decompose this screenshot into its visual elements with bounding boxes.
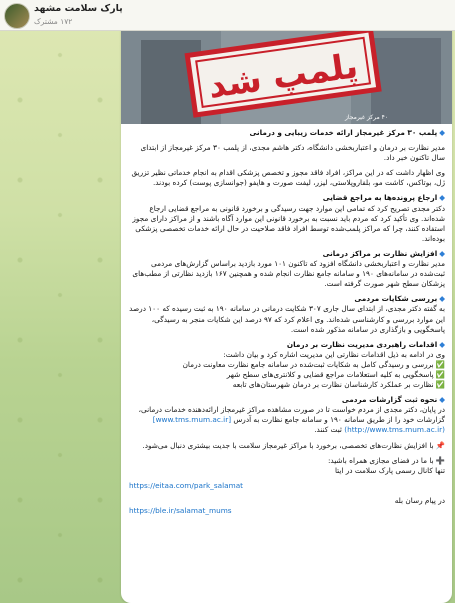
bale-label: در پیام رسان بله bbox=[394, 495, 445, 505]
stamp-text: پلمپ شد bbox=[205, 46, 361, 107]
post-text bbox=[129, 128, 445, 516]
section-heading: ◆اقدامات راهبردی مدیریت نظارت بر درمان bbox=[286, 339, 445, 349]
member-count: ۱۷۲ مشترک bbox=[34, 17, 73, 26]
blue-diamond-icon: ◆ bbox=[439, 294, 445, 304]
paragraph: مدیر نظارت بر درمان و اعتباربخشی دانشگاه، دکتر هاشم مجدی، از پلمب ۳۰ مرکز غیرمجاز از ابتدای سال تاکنون خبر داد. bbox=[140, 143, 445, 163]
check-icon: ✅ bbox=[435, 380, 445, 390]
follow-line: ➕با ما در فضای مجازی همراه باشید: bbox=[327, 455, 445, 465]
pushpin-icon: 📌 bbox=[435, 440, 445, 450]
section-heading: ◆بررسی شکایات مردمی bbox=[354, 294, 445, 304]
post-photo[interactable] bbox=[121, 30, 452, 124]
post-title: ◆پلمب ۳۰ مرکز غیرمجاز ارائه خدمات زیبایی و درمانی bbox=[249, 128, 445, 137]
eitaa-link[interactable]: https://eitaa.com/park_salamat bbox=[129, 480, 244, 490]
follow-line: تنها کانال رسمی پارک سلامت در ایتا bbox=[334, 465, 445, 475]
channel-name[interactable]: پارک سلامت مشهد bbox=[34, 3, 123, 14]
blue-diamond-icon: ◆ bbox=[439, 128, 445, 137]
list-item: ✅نظارت بر عملکرد کارشناسان نظارت بر درمان شهرستان‌های تابعه bbox=[232, 380, 445, 390]
list-item: ✅پاسخگویی به کلیه استعلامات مراجع قضایی و کلانتری‌های سطح شهر bbox=[226, 369, 445, 379]
paragraph: وی اظهار داشت که در این مراکز، افراد فاقد مجوز و تخصص پزشکی اقدام به انجام خدماتی نظیر تزریق ژل، بوتاکس، کاشت مو، بلفاروپلاستی، لیزر، لیفت صورت و هایفو (جوانسازی پوست) کرده بودند. bbox=[131, 168, 445, 188]
section-heading: ◆نحوه ثبت گزارشات مردمی bbox=[341, 395, 445, 405]
check-icon: ✅ bbox=[435, 369, 445, 379]
check-icon: ✅ bbox=[435, 359, 445, 369]
bale-link[interactable]: https://ble.ir/salamat_mums bbox=[129, 506, 232, 515]
photo-caption: ۴۰ مرکز غیرمجاز bbox=[345, 114, 389, 121]
blue-diamond-icon: ◆ bbox=[439, 395, 445, 405]
blue-diamond-icon: ◆ bbox=[439, 339, 445, 349]
paragraph: به گفته دکتر مجدی، از ابتدای سال جاری ۳۰۷ شکایت درمانی در سامانه ۱۹۰ به ثبت رسیده که ۱۰۰ درصد این موارد بررسی و کارشناسی شده‌اند. وی اعلام کرد که ۹۷ درصد این شکایات منجر به رسیدگی، پاسخگویی و بازگذاری در سامانه مذکور شده است. bbox=[129, 304, 445, 334]
tms-link[interactable]: [www.tms.mum.ac.ir] bbox=[152, 415, 232, 425]
sealed-door-illustration bbox=[121, 30, 452, 124]
section-heading: ◆افزایش نظارت بر مراکز درمانی bbox=[322, 248, 445, 258]
paragraph: مدیر نظارت و اعتباربخشی دانشگاه افزود که تاکنون ۱۰۱ مورد بازدید براساس گزارش‌های مردمی ثبت‌شده در سامانه‌های ۱۹۰ و سامانه جامع نظارت انجام شده و همچنین ۱۶۷ بازدید نظارتی از مطب‌های پزشکان سطح شهر صورت گرفته است. bbox=[132, 259, 445, 289]
blue-diamond-icon: ◆ bbox=[439, 248, 445, 258]
section-heading: ◆ارجاع پرونده‌ها به مراجع قضایی bbox=[322, 193, 445, 203]
paragraph: در پایان، دکتر مجدی از مردم خواست تا در صورت مشاهده مراکز غیرمجاز ارائه‌دهنده خدمات درمانی، گزارشات خود را از طریق سامانه ۱۹۰ و سامانه جامع نظارت به آدرس [www.tms.mum.ac.ir](http://www.tms.mum.ac.ir) ثبت کنند. bbox=[138, 405, 445, 435]
paragraph: دکتر مجدی تصریح کرد که تمامی این موارد جهت رسیدگی و برخورد قانونی به مراجع قضایی ارجاع شده‌اند. وی تأکید کرد که مردم باید نسبت به برخورد قانونی این موارد آگاه باشند و از مراکز دارای مجوز استفاده کنند، چرا که مراکز پلمب‌شده توسط افراد فاقد صلاحیت در حال ارائه خدمات تخصصی پزشکی بوده‌اند. bbox=[132, 203, 445, 243]
chat-header[interactable] bbox=[0, 0, 455, 31]
blue-diamond-icon: ◆ bbox=[439, 193, 445, 203]
tms-url-link[interactable]: (http://www.tms.mum.ac.ir) bbox=[344, 425, 445, 435]
closing-line: 📌با افزایش نظارت‌های تخصصی، برخورد با مراکز غیرمجاز سلامت با جدیت بیشتری دنبال می‌شود. bbox=[142, 440, 445, 450]
channel-avatar[interactable] bbox=[4, 3, 30, 29]
message-bubble bbox=[121, 30, 452, 603]
plus-icon: ➕ bbox=[435, 455, 445, 465]
list-item: ✅بررسی و رسیدگی کامل به شکایات ثبت‌شده در سامانه جامع نظارت معاونت درمان bbox=[182, 359, 445, 369]
paragraph: وی در ادامه به ذیل اقدامات نظارتی این مدیریت اشاره کرد و بیان داشت: bbox=[223, 349, 445, 359]
